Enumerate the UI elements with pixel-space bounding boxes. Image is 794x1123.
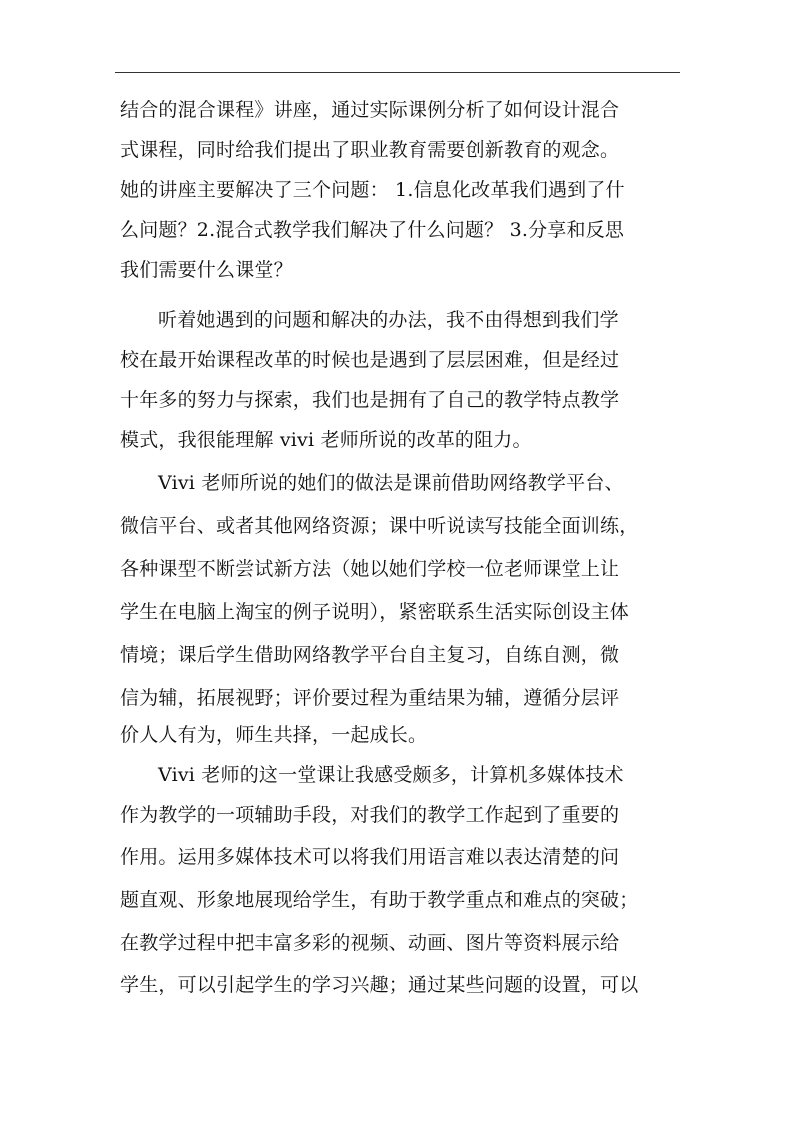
text-line: 我们需要什么课堂？ <box>120 259 293 281</box>
text-line: 微信平台、或者其他网络资源；课中听说读写技能全面训练， <box>120 515 639 537</box>
text-line: 题直观、形象地展现给学生，有助于教学重点和难点的突破； <box>120 889 639 911</box>
text-line: 情境；课后学生借助网络教学平台自主复习，自练自测，微 <box>120 644 620 666</box>
text-line: 作为教学的一项辅助手段，对我们的教学工作起到了重要的 <box>120 804 620 826</box>
text-line: Vivi 老师的这一堂课让我感受颇多，计算机多媒体技术 <box>158 764 624 786</box>
text-line: 模式，我很能理解 vivi 老师所说的改革的阻力。 <box>120 429 532 451</box>
text-line: 各种课型不断尝试新方法（她以她们学校一位老师课堂上让 <box>120 558 620 580</box>
text-line: 作用。运用多媒体技术可以将我们用语言难以表达清楚的问 <box>120 846 620 868</box>
text-line: 么问题？2.混合式教学我们解决了什么问题？ 3.分享和反思 <box>120 219 625 241</box>
text-line: Vivi 老师所说的她们的做法是课前借助网络教学平台、 <box>158 472 624 494</box>
header-rule <box>115 72 680 73</box>
text-line: 听着她遇到的问题和解决的办法，我不由得想到我们学 <box>158 309 619 331</box>
text-line: 她的讲座主要解决了三个问题： 1.信息化改革我们遇到了什 <box>120 179 625 201</box>
text-line: 信为辅，拓展视野；评价要过程为重结果为辅，遵循分层评 <box>120 687 620 709</box>
text-line: 在教学过程中把丰富多彩的视频、动画、图片等资料展示给 <box>120 932 620 954</box>
text-line: 学生在电脑上淘宝的例子说明），紧密联系生活实际创设主体 <box>120 601 629 623</box>
text-line: 结合的混合课程》讲座，通过实际课例分析了如何设计混合 <box>120 99 620 121</box>
text-line: 校在最开始课程改革的时候也是遇到了层层困难，但是经过 <box>120 349 620 371</box>
text-line: 十年多的努力与探索，我们也是拥有了自己的教学特点教学 <box>120 389 620 411</box>
text-line: 价人人有为，师生共择，一起成长。 <box>120 724 428 746</box>
text-line: 学生，可以引起学生的学习兴趣；通过某些问题的设置，可以 <box>120 974 639 996</box>
text-line: 式课程，同时给我们提出了职业教育需要创新教育的观念。 <box>120 139 620 161</box>
